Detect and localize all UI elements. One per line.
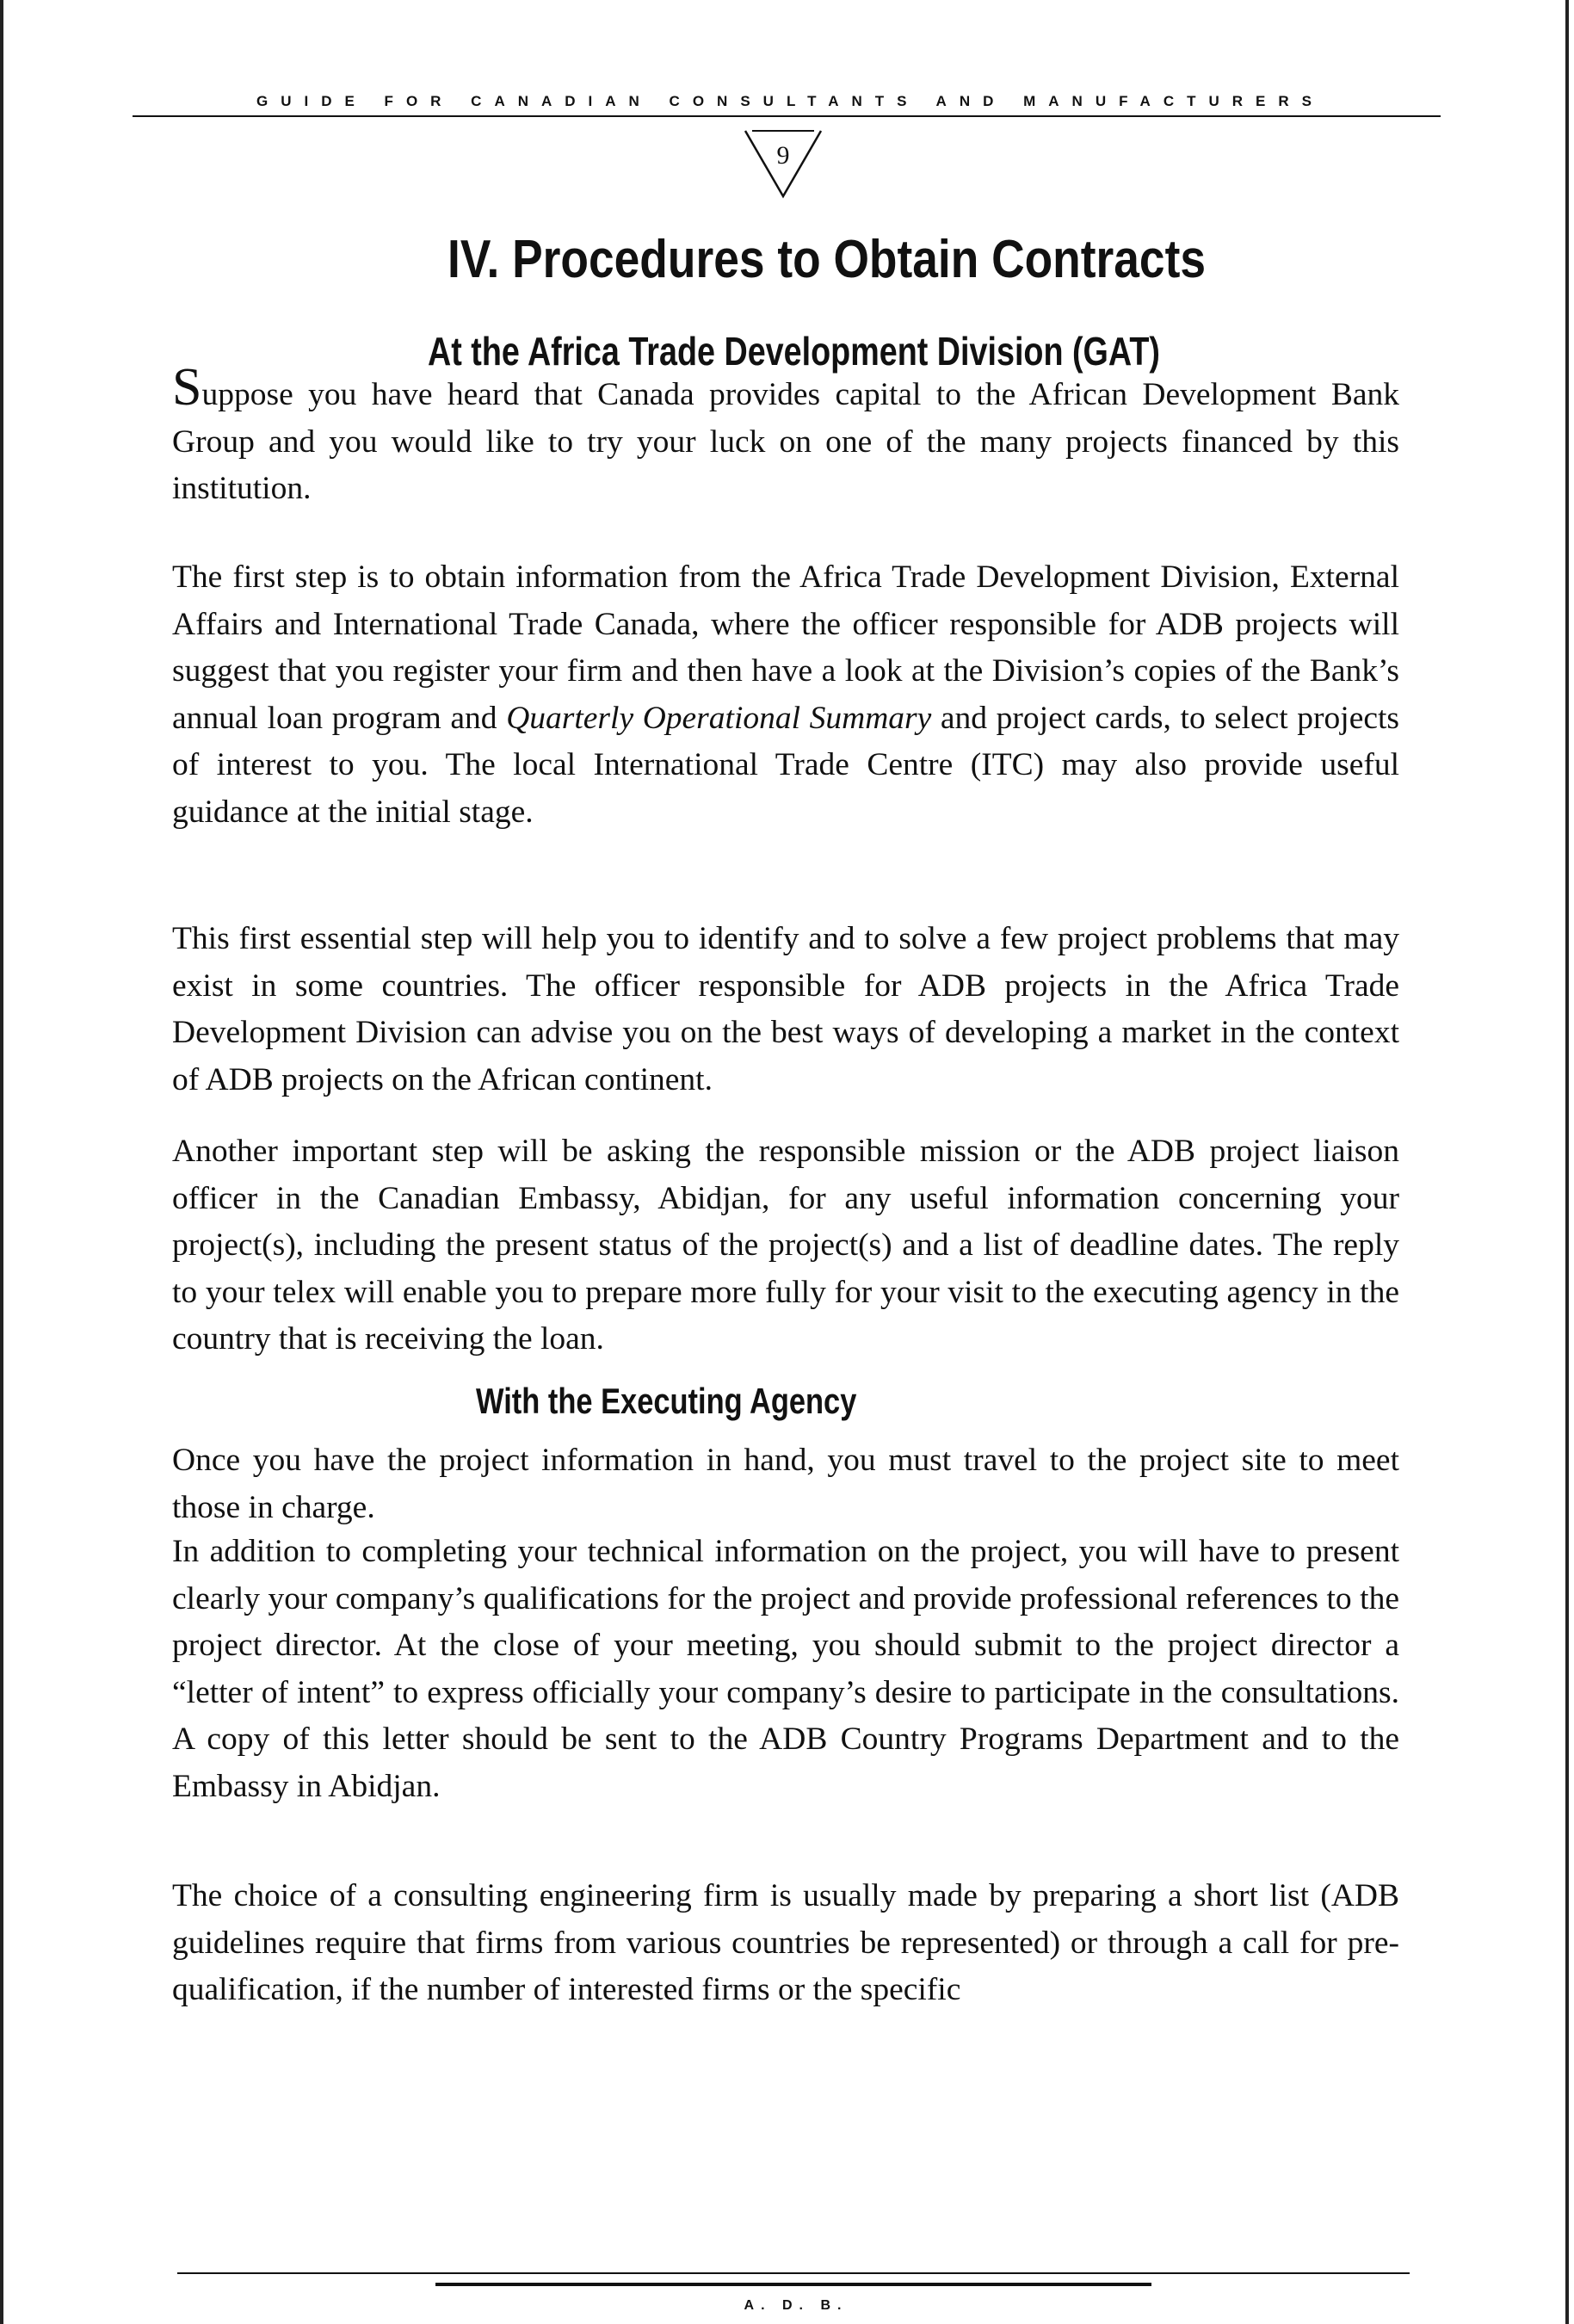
- header-rule: [133, 115, 1441, 117]
- paragraph-4: Another important step will be asking the responsible mission or the ADB project liaison officer in the Canadian Embassy, Abidjan, for any useful information concerning your project(s), including the present status of the project(s) and a list of deadline dates. The reply to your telex will enable you to prepare more fully for your visit to the executing agency in the country that is receiving the loan.: [172, 1134, 1399, 1357]
- section-heading-gat: At the Africa Trade Development Division (GAT): [428, 329, 1160, 374]
- paragraph-6: In addition to completing your technical information on the project, you will have to present clearly your company’s qualifications for the project and provide professional references to the project director. At the close of your meeting, you should submit to the project director a “letter of intent” to express officially your company’s desire to participate in the consultations. A copy of this letter should be sent to the ADB Country Programs Department and to the Embassy in Abidjan.: [172, 1534, 1399, 1804]
- page-number: 9: [776, 141, 790, 170]
- paragraph-5: Once you have the project information in hand, you must travel to the project site to meet those in charge.: [172, 1443, 1399, 1525]
- running-head: GUIDE FOR CANADIAN CONSULTANTS AND MANUFACTURERS: [256, 93, 1324, 109]
- paragraph-1-text: uppose you have heard that Canada provides capital to the African Development Bank Group and you would like to try your luck on one of the many projects financed by this institution.: [172, 377, 1399, 506]
- publication-title: Quarterly Operational Summary: [506, 700, 932, 736]
- footer-rule-thick: [435, 2283, 1151, 2286]
- footer-rule-thin: [177, 2272, 1410, 2274]
- paragraph-1: [172, 358, 1399, 513]
- footer-text: A. D. B.: [744, 2298, 849, 2313]
- paragraph-2-text-a: The first step is to obtain information from the Africa Trade Development Division, External Affairs and International Trade Canada, where the officer responsible for ADB projects will suggest that you register your firm and then have a look at the Division’s copies of the Bank’s annual loan program and: [172, 559, 1399, 736]
- paragraph-3: This first essential step will help you to identify and to solve a few project problems that may exist in some countries. The officer responsible for ADB projects in the Africa Trade Development Division can advise you on the best ways of developing a market in the context of ADB projects on the African continent.: [172, 921, 1399, 1097]
- paragraph-2-text-b: and project cards, to select projects of interest to you. The local International Trade Centre (ITC) may also provide useful guidance at the initial stage.: [172, 700, 1400, 830]
- paragraph-7: The choice of a consulting engineering firm is usually made by preparing a short list (ADB guidelines require that firms from various countries be represented) or through a call for pre-qualification, if the number of interested firms or the specific: [172, 1878, 1399, 2007]
- scan-border-right: [1565, 0, 1569, 2324]
- section-heading-executing-agency: With the Executing Agency: [476, 1381, 857, 1421]
- page-number-triangle: [742, 127, 824, 200]
- drop-cap: S: [172, 358, 202, 417]
- chapter-title: IV. Procedures to Obtain Contracts: [448, 230, 1206, 289]
- scan-border-left: [0, 0, 3, 2324]
- paragraph-2: [172, 554, 1399, 836]
